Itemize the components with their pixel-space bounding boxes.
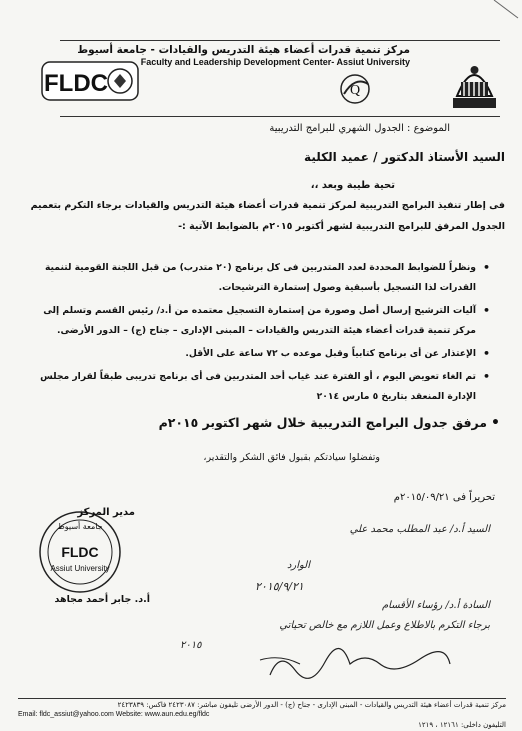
handwritten-line: ٢٠١٥/٩/٢١ xyxy=(255,580,304,593)
closing-line: وتفضلوا سيادتكم بقبول فائق الشكر والتقدير، xyxy=(203,452,380,463)
greeting: تحية طيبة وبعد ،، xyxy=(310,180,395,191)
footer-rule xyxy=(18,698,506,699)
svg-text:FLDC: FLDC xyxy=(61,544,99,560)
handwritten-line: السادة أ.د/ رؤساء الأقسام xyxy=(381,600,490,611)
center-name-arabic: مركز تنمية قدرات أعضاء هيئة التدريس والقيادات - جامعة أسيوط xyxy=(77,44,410,56)
center-name-english: Faculty and Leadership Development Center- Assiut University xyxy=(140,57,410,67)
handwritten-annotations xyxy=(180,510,510,690)
rule-item: • ونظراً للضوابط المحددة لعدد المتدربين فى كل برنامج (٢٠ متدرب) من قبل اللجنة القومية لتنمية القدرات لذا التسجيل بأسبقية وصول إستمارة الترشيحات. xyxy=(20,258,490,298)
date-line: تحريراً فى ٢٠١٥/٠٩/٢١م xyxy=(393,492,495,503)
header-top-rule xyxy=(60,40,500,41)
rule-item: • تم الغاء تعويض اليوم ، أو الفترة عند غياب أحد المتدربين فى أى برنامج تدريبى طبقاً لقرار مجلس الإدارة المنعقد بتاريخ ٥ مارس ٢٠١٤ xyxy=(20,367,490,407)
fldc-logo xyxy=(40,56,140,106)
intro-paragraph: فى إطار تنفيذ البرامج التدريبية لمركز تنمية قدرات أعضاء هيئة التدريس والقيادات برجاء التكرم بتعميم الجدول المرفق للبرامج التدريبية لشهر أكتوبر ٢٠١٥م بالضوابط الآتية :- xyxy=(30,200,505,232)
subject-line: الموضوع : الجدول الشهري للبرامج التدريبية xyxy=(269,123,450,134)
handwritten-line: برجاء التكرم بالاطلاع وعمل اللازم مع خالص تحياتي xyxy=(279,620,490,631)
rule-item: • آليات الترشيح إرسال أصل وصورة من إستمارة التسجيل معتمده من أ.د/ رئيس القسم وتسلم إلى مركز تنمية قدرات أعضاء هيئة التدريس والقيادات – المبنى الإدارى – جناح (ج) – الدور الأرضى. xyxy=(20,301,490,341)
quality-logo xyxy=(330,72,380,106)
footer-extension: التليفون داخلى: ١٢١٦١ ، ١٢١٩ xyxy=(418,721,506,729)
svg-text:FLDC: FLDC xyxy=(44,70,108,97)
attachment-note-text: مرفق جدول البرامج التدريبية خلال شهر اكتوبر ٢٠١٥م xyxy=(158,415,488,430)
rules-list xyxy=(20,258,490,410)
bullet-icon: • xyxy=(491,415,500,431)
handwritten-line: السيد أ.د/ عبد المطلب محمد علي xyxy=(349,524,490,535)
footer-address: مركز تنمية قدرات أعضاء هيئة التدريس والقيادات - المبنى الإدارى - جناح (ج) - الدور الأرضى تليفون مباشر: ٢٤٢٣٠٨٧ فاكس: ٢٤٢٣٨٣٩ xyxy=(117,701,506,709)
svg-text:جامعة أسيوط: جامعة أسيوط xyxy=(57,522,103,531)
svg-text:Assiut University: Assiut University xyxy=(50,564,110,573)
header-bottom-rule xyxy=(60,116,500,117)
director-title: مدير المركز xyxy=(77,507,135,518)
official-stamp xyxy=(30,505,130,595)
assiut-university-logo xyxy=(447,52,502,114)
rule-item: • الإعتذار عن أى برنامج كتابياً وقبل موعده ب ٧٢ ساعة على الأقل. xyxy=(20,344,490,364)
attachment-note xyxy=(60,415,500,431)
handwritten-line: الوارد xyxy=(286,560,310,571)
footer-contact: Email: fldc_assiut@yahoo.com Website: www.aun.edu.eg/fldc xyxy=(18,711,210,718)
director-name: أ.د. جابر أحمد مجاهد xyxy=(54,594,150,605)
page-fold-mark xyxy=(488,0,522,20)
handwritten-line: ٢٠١٥ xyxy=(180,640,202,651)
addressee: السيد الأستاذ الدكتور / عميد الكلية xyxy=(304,150,505,164)
svg-text:Q: Q xyxy=(349,83,361,98)
